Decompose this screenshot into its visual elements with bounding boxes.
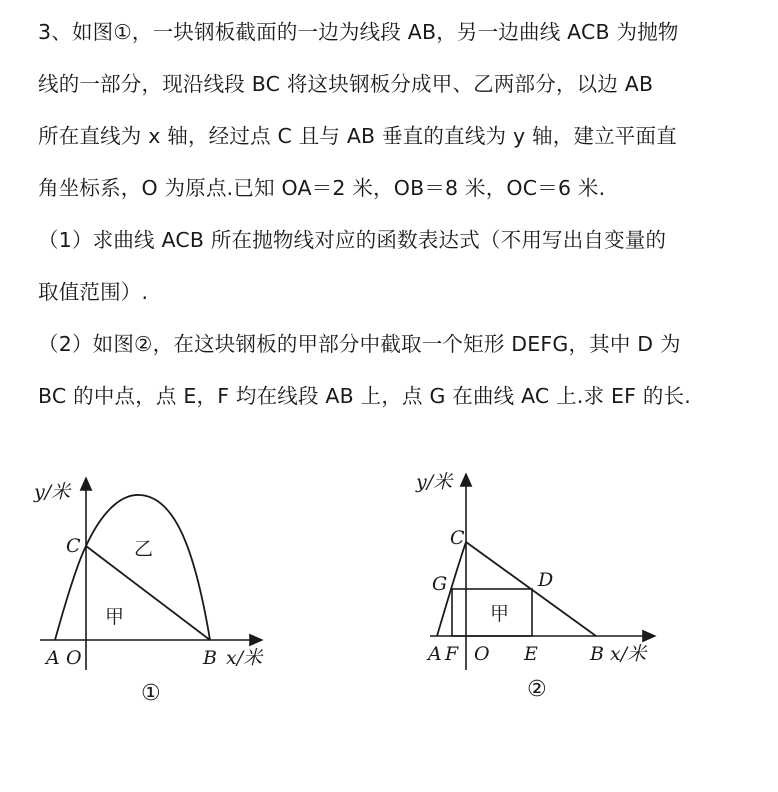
- problem-text: [38, 6, 738, 422]
- problem-line-3: 所在直线为 x 轴，经过点 C 且与 AB 垂直的直线为 y 轴，建立平面直: [38, 124, 677, 148]
- point-f-label: F: [445, 643, 459, 665]
- point-o-label: O: [474, 643, 490, 665]
- region-yi-label: 乙: [134, 538, 154, 560]
- figure-2: [400, 460, 700, 720]
- figure-1-caption: ①: [141, 681, 161, 706]
- question-1-line-2: 取值范围）.: [38, 280, 149, 304]
- question-2-line-2: BC 的中点，点 E，F 均在线段 AB 上，点 G 在曲线 AC 上.求 EF 的长.: [38, 384, 691, 408]
- x-axis-label: x/米: [226, 647, 263, 669]
- parabola-acb: [55, 495, 210, 640]
- question-2-line-1: （2）如图②，在这块钢板的甲部分中截取一个矩形 DEFG，其中 D 为: [38, 332, 681, 356]
- point-b-label: B: [203, 647, 217, 669]
- problem-line-1: 3、如图①，一块钢板截面的一边为线段 AB，另一边曲线 ACB 为抛物: [38, 20, 679, 44]
- region-jia-label: 甲: [490, 603, 510, 625]
- point-g-label: G: [432, 573, 448, 595]
- y-axis-label: y/米: [416, 471, 453, 493]
- figure-1: [0, 460, 300, 720]
- problem-line-4: 角坐标系，O 为原点.已知 OA＝2 米，OB＝8 米，OC＝6 米.: [38, 176, 606, 200]
- point-b-label: B: [590, 643, 604, 665]
- question-1-line-1: （1）求曲线 ACB 所在抛物线对应的函数表达式（不用写出自变量的: [38, 228, 667, 252]
- y-axis-label: y/米: [34, 481, 71, 503]
- point-a-label: A: [428, 643, 442, 665]
- point-o-label: O: [66, 647, 82, 669]
- problem-line-2: 线的一部分，现沿线段 BC 将这块钢板分成甲、乙两部分，以边 AB: [38, 72, 654, 96]
- region-jia-label: 甲: [105, 606, 125, 628]
- point-c-label: C: [66, 535, 81, 557]
- figure-2-caption: ②: [527, 677, 547, 702]
- point-c-label: C: [450, 527, 465, 549]
- x-axis-label: x/米: [610, 643, 647, 665]
- point-d-label: D: [538, 569, 554, 591]
- point-a-label: A: [46, 647, 60, 669]
- point-e-label: E: [524, 643, 538, 665]
